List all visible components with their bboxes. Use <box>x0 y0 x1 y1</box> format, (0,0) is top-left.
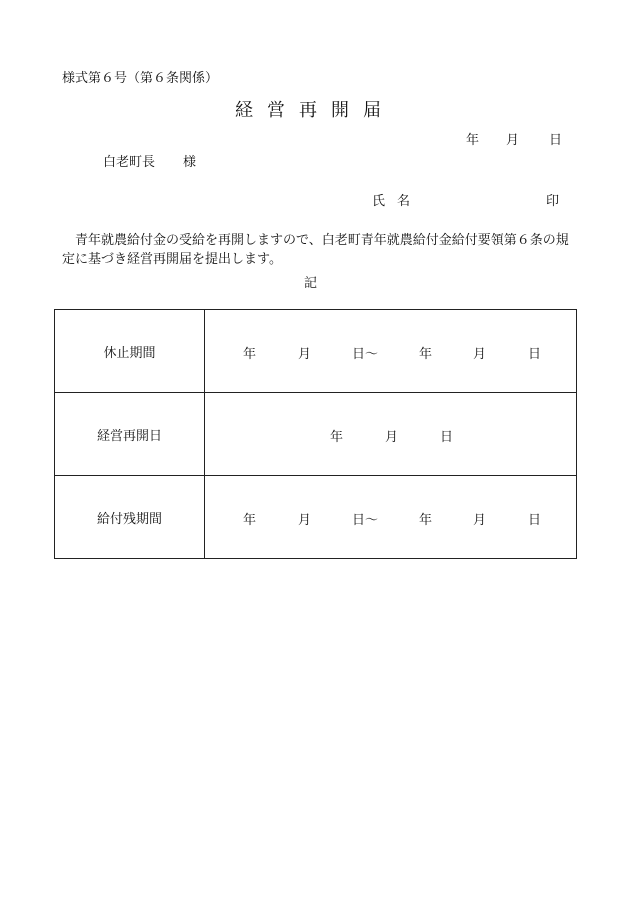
form-number: 様式第６号（第６条関係） <box>62 71 219 86</box>
to-day: 日 <box>528 513 542 528</box>
suspension-period-cell <box>205 310 577 393</box>
from-month: 月 <box>298 347 312 362</box>
resumption-table <box>54 309 577 559</box>
to-day: 日 <box>528 347 542 362</box>
to-month: 月 <box>473 347 487 362</box>
from-year: 年 <box>243 347 257 362</box>
resumption-date-cell <box>205 393 577 476</box>
from-day: 日〜 <box>352 347 379 362</box>
row-label-resumption-date: 経営再開日 <box>55 393 205 476</box>
date-month: 月 <box>506 133 520 148</box>
applicant-name-label: 氏名 <box>372 194 423 209</box>
resume-month: 月 <box>385 430 399 445</box>
addressee-name: 白老町長 <box>103 155 156 170</box>
submission-date <box>466 129 562 148</box>
body-text: 青年就農給付金の受給を再開しますので、白老町青年就農給付金給付要領第６条の規定に基づき経営再開届を提出します。 <box>62 233 569 267</box>
to-month: 月 <box>473 513 487 528</box>
document-title: 経営再開届 <box>235 100 395 121</box>
date-year: 年 <box>466 133 480 148</box>
to-year: 年 <box>419 513 433 528</box>
from-month: 月 <box>298 513 312 528</box>
table-row <box>55 476 577 559</box>
from-year: 年 <box>243 513 257 528</box>
resume-year: 年 <box>330 430 344 445</box>
seal-mark: 印 <box>546 194 560 209</box>
addressee-honorific: 様 <box>183 155 197 170</box>
row-label-suspension: 休止期間 <box>55 310 205 393</box>
date-day: 日 <box>549 133 563 148</box>
resume-day: 日 <box>440 430 454 445</box>
from-day: 日〜 <box>352 513 379 528</box>
to-year: 年 <box>419 347 433 362</box>
row-label-remaining-period: 給付残期間 <box>55 476 205 559</box>
ki-heading: 記 <box>304 276 318 291</box>
addressee <box>103 151 196 170</box>
table-row <box>55 310 577 393</box>
remaining-period-cell <box>205 476 577 559</box>
table-row <box>55 393 577 476</box>
